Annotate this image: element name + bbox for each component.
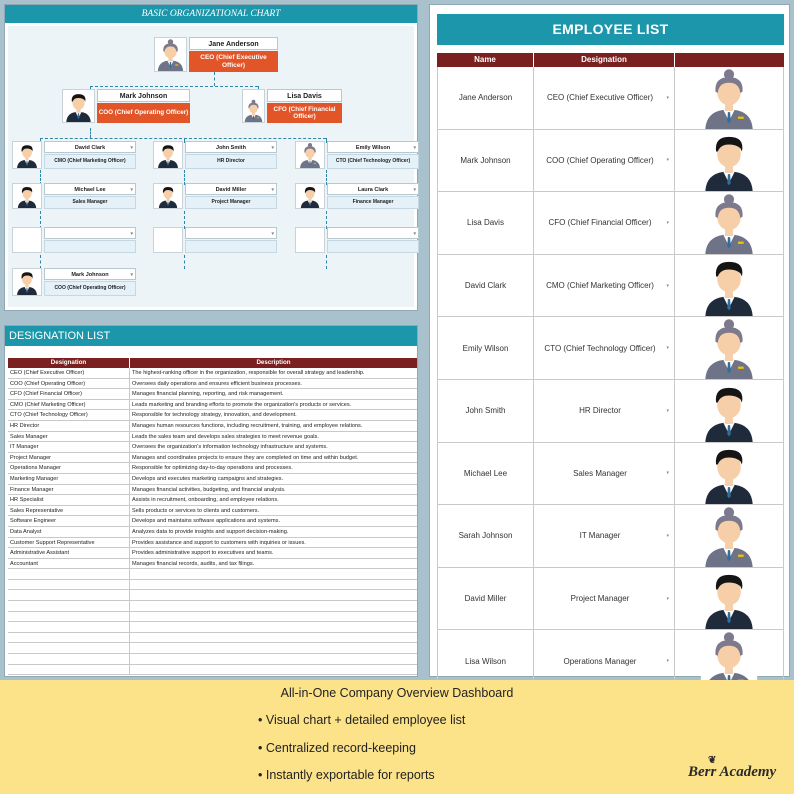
employee-avatar <box>675 443 784 505</box>
designation-cell[interactable] <box>8 580 130 590</box>
table-row <box>8 654 417 665</box>
description-cell[interactable]: Leads the sales team and develops sales strategies to meet revenue goals. <box>132 433 319 440</box>
description-cell[interactable]: Manages financial activities, budgeting, and financial analysis. <box>132 486 286 493</box>
chevron-down-icon[interactable]: ▾ <box>666 219 669 226</box>
designation-value: CFO (Chief Financial Officer) <box>548 218 652 228</box>
description-cell[interactable]: Sells products or services to clients and customers. <box>132 507 260 514</box>
designation-cell[interactable]: HR Specialist <box>8 495 130 505</box>
table-row <box>8 506 417 517</box>
employee-name-cell[interactable]: Lisa Wilson <box>437 630 534 692</box>
designation-list-title: DESIGNATION LIST <box>5 326 417 346</box>
table-row <box>8 485 417 496</box>
designation-cell[interactable] <box>8 601 130 611</box>
description-cell[interactable]: Manages human resources functions, including recruitment, training, and employee relations. <box>132 422 363 429</box>
table-row <box>8 495 417 506</box>
designation-list-panel <box>4 325 418 677</box>
description-cell[interactable] <box>130 612 417 622</box>
table-row <box>8 379 417 390</box>
employee-name-cell[interactable]: Mark Johnson <box>437 130 534 192</box>
table-row <box>437 380 784 443</box>
employee-role-label <box>327 240 419 253</box>
promo-footer <box>0 680 794 794</box>
description-cell[interactable] <box>130 580 417 590</box>
org-node-level2 <box>62 89 190 123</box>
table-row <box>437 67 784 130</box>
employee-name-field[interactable]: Laura Clark ▾ <box>327 183 419 195</box>
table-row <box>8 474 417 485</box>
employee-avatar <box>62 89 95 123</box>
description-cell[interactable]: Responsible for optimizing day-to-day operations and processes. <box>132 465 293 472</box>
designation-cell[interactable]: Sales Manager <box>8 432 130 442</box>
footer-bullet: • Instantly exportable for reports <box>258 768 435 782</box>
table-row <box>8 538 417 549</box>
table-row <box>8 548 417 559</box>
employee-role-label: COO (Chief Operating Officer) <box>44 281 136 296</box>
description-cell[interactable]: Analyzes data to provide insights and support decision-making. <box>132 528 289 535</box>
designation-cell[interactable] <box>8 612 130 622</box>
designation-value: CEO (Chief Executive Officer) <box>546 93 654 103</box>
designation-cell[interactable] <box>8 569 130 579</box>
employee-avatar <box>154 37 187 72</box>
description-cell[interactable]: Provides assistance and support to customers with inquiries or issues. <box>132 539 306 546</box>
table-row <box>437 192 784 255</box>
brand-logo <box>688 755 777 781</box>
employee-name-field[interactable]: Jane Anderson <box>189 37 278 50</box>
table-row <box>8 389 417 400</box>
org-node-level2 <box>242 89 342 123</box>
table-row <box>437 130 784 193</box>
employee-avatar <box>295 183 325 209</box>
employee-role-label: CFO (Chief Financial Officer) <box>267 103 342 123</box>
employee-avatar <box>295 141 325 169</box>
footer-bullet: • Visual chart + detailed employee list <box>258 713 466 727</box>
footer-bullet: • Centralized record-keeping <box>258 741 416 755</box>
designation-value: Operations Manager <box>563 656 637 666</box>
org-node-ceo <box>154 37 278 72</box>
employee-name-cell[interactable]: Lisa Davis <box>437 192 534 254</box>
designation-select[interactable] <box>534 505 675 567</box>
designation-cell[interactable] <box>8 633 130 643</box>
designation-select[interactable] <box>534 568 675 630</box>
table-row <box>437 443 784 506</box>
description-cell[interactable]: Develops and executes marketing campaigns and strategies. <box>132 475 284 482</box>
org-node-level3 <box>12 141 136 169</box>
org-chart-title: BASIC ORGANIZATIONAL CHART <box>5 5 417 23</box>
description-cell[interactable]: The highest-ranking officer in the organization, responsible for overall strategy and leadership. <box>132 370 365 376</box>
employee-role-label: CTO (Chief Technology Officer) <box>327 154 419 169</box>
brand-logo-text: Berr Academy <box>688 764 777 780</box>
chevron-down-icon[interactable]: ▾ <box>666 282 669 289</box>
description-cell[interactable]: Assists in recruitment, onboarding, and employee relations. <box>132 497 279 504</box>
employee-name-cell[interactable]: David Clark <box>437 255 534 317</box>
chevron-down-icon[interactable]: ▾ <box>666 94 669 101</box>
employee-avatar <box>675 568 784 630</box>
employee-name-field[interactable] <box>44 227 136 239</box>
description-cell[interactable] <box>130 643 417 653</box>
employee-avatar <box>242 89 265 123</box>
chevron-down-icon[interactable]: ▾ <box>666 407 669 414</box>
designation-cell[interactable]: CTO (Chief Technology Officer) <box>8 410 130 420</box>
designation-cell[interactable]: Administrative Assistant <box>8 548 130 558</box>
description-cell[interactable] <box>130 633 417 643</box>
employee-role-label: Finance Manager <box>327 196 419 209</box>
table-row <box>8 622 417 633</box>
dropdown-caret-icon[interactable]: ▾ <box>413 145 416 151</box>
designation-value: HR Director <box>579 406 621 416</box>
description-cell[interactable] <box>130 601 417 611</box>
employee-avatar <box>675 130 784 192</box>
designation-value: Sales Manager <box>573 468 627 478</box>
table-row <box>8 559 417 570</box>
table-row <box>8 527 417 538</box>
employee-avatar <box>675 67 784 129</box>
table-row <box>8 569 417 580</box>
designation-cell[interactable]: CEO (Chief Executive Officer) <box>8 368 130 378</box>
org-node-level4 <box>12 183 136 209</box>
table-row <box>8 368 417 379</box>
org-chart-canvas <box>8 26 414 307</box>
employee-avatar <box>675 505 784 567</box>
employee-name-cell[interactable]: Sarah Johnson <box>437 505 534 567</box>
description-cell[interactable] <box>130 622 417 632</box>
chevron-down-icon[interactable]: ▾ <box>666 470 669 477</box>
name-header-cell: Name <box>437 53 534 67</box>
description-cell[interactable]: Manages financial records, audits, and tax filings. <box>132 560 255 567</box>
designation-cell[interactable]: Customer Support Representative <box>8 538 130 548</box>
footer-title: All-in-One Company Overview Dashboard <box>280 686 514 700</box>
photo-header-cell <box>675 53 784 67</box>
table-row <box>8 665 417 676</box>
dropdown-caret-icon[interactable]: ▾ <box>130 145 133 151</box>
designation-table-header <box>8 358 417 368</box>
employee-role-label <box>185 240 277 253</box>
employee-name-field[interactable]: Mark Johnson ▾ <box>44 268 136 280</box>
designation-select[interactable] <box>534 255 675 317</box>
designation-cell[interactable]: Data Analyst <box>8 527 130 537</box>
employee-name-field[interactable]: John Smith ▾ <box>185 141 277 153</box>
employee-avatar <box>675 317 784 379</box>
employee-table-header <box>437 53 784 67</box>
description-cell[interactable]: Oversees daily operations and ensures efficient business processes. <box>132 380 302 387</box>
designation-cell[interactable] <box>8 643 130 653</box>
employee-role-label <box>44 240 136 253</box>
dropdown-caret-icon[interactable]: ▾ <box>271 231 274 237</box>
org-node-empty <box>12 227 136 253</box>
designation-value: CMO (Chief Marketing Officer) <box>546 281 654 291</box>
dropdown-caret-icon[interactable]: ▾ <box>271 145 274 151</box>
employee-list-title: EMPLOYEE LIST <box>437 14 784 45</box>
table-row <box>8 463 417 474</box>
org-node-level6 <box>12 268 136 296</box>
employee-avatar <box>675 192 784 254</box>
table-row <box>8 421 417 432</box>
description-cell[interactable] <box>130 590 417 600</box>
table-row <box>8 633 417 644</box>
leaf-icon: ❦ <box>708 755 717 766</box>
chevron-down-icon[interactable]: ▾ <box>666 345 669 352</box>
designation-cell[interactable] <box>8 590 130 600</box>
employee-role-label: CEO (Chief Executive Officer) <box>189 51 278 72</box>
designation-cell[interactable]: IT Manager <box>8 442 130 452</box>
designation-value: Project Manager <box>570 594 630 604</box>
employee-name-field[interactable]: Lisa Davis <box>267 89 342 102</box>
designation-select[interactable] <box>534 67 675 129</box>
employee-name-field[interactable]: Michael Lee ▾ <box>44 183 136 195</box>
employee-table-body <box>437 67 784 693</box>
table-row <box>8 400 417 411</box>
designation-header-cell: Designation <box>534 53 675 67</box>
org-node-empty <box>153 227 277 253</box>
description-cell[interactable] <box>130 654 417 664</box>
employee-name-field[interactable]: David Clark ▾ <box>44 141 136 153</box>
designation-cell[interactable]: HR Director <box>8 421 130 431</box>
designation-cell[interactable]: Accountant <box>8 559 130 569</box>
chevron-down-icon[interactable]: ▾ <box>666 658 669 665</box>
employee-avatar <box>153 141 183 169</box>
designation-select[interactable] <box>534 443 675 505</box>
employee-name-cell[interactable]: Jane Anderson <box>437 67 534 129</box>
employee-role-label: Sales Manager <box>44 196 136 209</box>
designation-cell[interactable]: CFO (Chief Financial Officer) <box>8 389 130 399</box>
employee-name-cell[interactable]: Michael Lee <box>437 443 534 505</box>
employee-name-field[interactable] <box>327 227 419 239</box>
org-chart-panel <box>4 4 418 311</box>
designation-cell[interactable]: CMO (Chief Marketing Officer) <box>8 400 130 410</box>
employee-role-label: COO (Chief Operating Officer) <box>97 103 190 123</box>
org-node-level4 <box>153 183 277 209</box>
table-row <box>8 601 417 612</box>
designation-cell[interactable]: Finance Manager <box>8 485 130 495</box>
designation-value: CTO (Chief Technology Officer) <box>544 343 656 353</box>
designation-cell[interactable]: Software Engineer <box>8 516 130 526</box>
table-row <box>8 590 417 601</box>
designation-cell[interactable] <box>8 665 130 675</box>
employee-avatar <box>295 227 325 253</box>
employee-avatar <box>12 227 42 253</box>
designation-cell[interactable]: Operations Manager <box>8 463 130 473</box>
description-cell[interactable]: Manages financial planning, reporting, and risk management. <box>132 391 284 398</box>
employee-avatar <box>675 255 784 317</box>
description-header-cell: Description <box>256 359 291 366</box>
employee-avatar <box>12 183 42 209</box>
description-cell[interactable] <box>130 569 417 579</box>
employee-name-cell[interactable]: Emily Wilson <box>437 317 534 379</box>
chevron-down-icon[interactable]: ▾ <box>666 532 669 539</box>
designation-select[interactable] <box>534 317 675 379</box>
employee-avatar <box>675 380 784 442</box>
designation-select[interactable] <box>534 192 675 254</box>
designation-cell[interactable] <box>8 654 130 664</box>
description-cell[interactable]: Responsible for technology strategy, innovation, and development. <box>132 412 297 419</box>
table-row <box>8 643 417 654</box>
designation-cell[interactable]: Marketing Manager <box>8 474 130 484</box>
employee-name-field[interactable]: David Miller ▾ <box>185 183 277 195</box>
designation-select[interactable] <box>534 130 675 192</box>
description-cell[interactable]: Leads marketing and branding efforts to promote the organization's products or services. <box>132 401 352 408</box>
table-row <box>437 317 784 380</box>
description-cell[interactable]: Manages and coordinates projects to ensure they are completed on time and within budget. <box>132 454 359 461</box>
designation-cell[interactable]: Project Manager <box>8 453 130 463</box>
chevron-down-icon[interactable]: ▾ <box>666 157 669 164</box>
employee-avatar <box>12 268 42 296</box>
designation-value: IT Manager <box>579 531 621 541</box>
employee-avatar <box>153 183 183 209</box>
table-row <box>437 505 784 568</box>
table-row <box>8 453 417 464</box>
designation-value: COO (Chief Operating Officer) <box>546 155 654 165</box>
table-row <box>437 255 784 318</box>
dropdown-caret-icon[interactable]: ▾ <box>413 231 416 237</box>
employee-list-panel <box>429 4 790 677</box>
employee-avatar <box>153 227 183 253</box>
employee-role-label: CMO (Chief Marketing Officer) <box>44 154 136 169</box>
table-row <box>437 568 784 631</box>
employee-role-label: HR Director <box>185 154 277 169</box>
org-node-empty <box>295 227 419 253</box>
table-row <box>8 432 417 443</box>
dropdown-caret-icon[interactable]: ▾ <box>413 187 416 193</box>
employee-name-field[interactable]: Emily Wilson ▾ <box>327 141 419 153</box>
org-node-level3 <box>295 141 419 169</box>
description-cell[interactable]: Provides administrative support to executives and teams. <box>132 550 274 557</box>
description-cell[interactable]: Develops and maintains software applications and systems. <box>132 518 280 525</box>
org-node-level3 <box>153 141 277 169</box>
dropdown-caret-icon[interactable]: ▾ <box>130 231 133 237</box>
table-row <box>8 612 417 623</box>
employee-name-field[interactable]: Mark Johnson <box>97 89 190 102</box>
table-row <box>8 516 417 527</box>
dropdown-caret-icon[interactable]: ▾ <box>130 272 133 278</box>
employee-role-label: Project Manager <box>185 196 277 209</box>
chevron-down-icon[interactable]: ▾ <box>666 595 669 602</box>
designation-table <box>8 358 417 675</box>
employee-name-field[interactable] <box>185 227 277 239</box>
description-cell[interactable]: Oversees the organization's information technology infrastructure and systems. <box>132 444 328 451</box>
table-row <box>8 442 417 453</box>
designation-cell[interactable]: COO (Chief Operating Officer) <box>8 379 130 389</box>
dropdown-caret-icon[interactable]: ▾ <box>271 187 274 193</box>
employee-avatar <box>12 141 42 169</box>
table-row <box>8 410 417 421</box>
employee-name-cell[interactable]: David Miller <box>437 568 534 630</box>
dropdown-caret-icon[interactable]: ▾ <box>130 187 133 193</box>
designation-cell[interactable] <box>8 622 130 632</box>
designation-header-cell: Designation <box>8 358 130 368</box>
designation-select[interactable] <box>534 380 675 442</box>
table-row <box>8 580 417 591</box>
org-node-level4 <box>295 183 419 209</box>
employee-name-cell[interactable]: John Smith <box>437 380 534 442</box>
designation-cell[interactable]: Sales Representative <box>8 506 130 516</box>
description-cell[interactable] <box>130 665 417 675</box>
